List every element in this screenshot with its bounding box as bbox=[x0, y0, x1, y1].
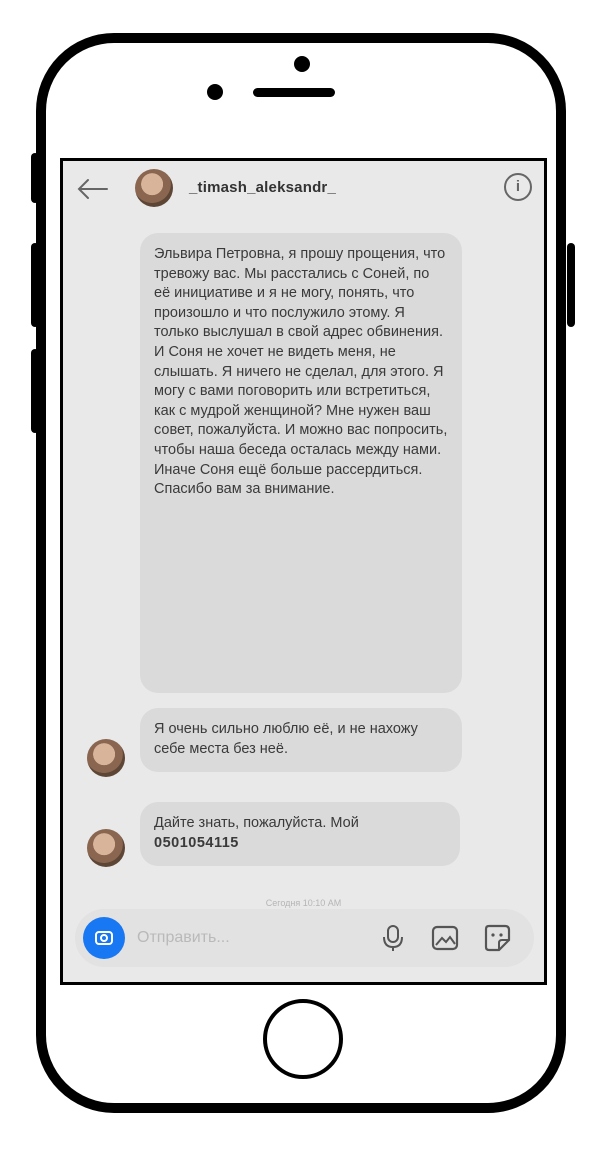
message-bubble bbox=[140, 233, 462, 693]
side-button-volume-up bbox=[31, 243, 39, 327]
chat-screen bbox=[60, 158, 547, 985]
message-text: Дайте знать, пожалуйста. Мой bbox=[154, 815, 359, 831]
camera-lens bbox=[100, 934, 108, 942]
front-camera-dot bbox=[294, 56, 310, 72]
message-text: Я очень сильно люблю её, и не нахожу себе места без неё. bbox=[154, 721, 418, 757]
message-bubble bbox=[140, 802, 460, 866]
sticker-icon[interactable] bbox=[482, 923, 512, 953]
sender-avatar bbox=[87, 739, 125, 777]
home-button[interactable] bbox=[263, 999, 343, 1079]
message-input[interactable] bbox=[137, 925, 357, 951]
chat-header bbox=[63, 161, 544, 219]
arrow-left-icon[interactable] bbox=[75, 175, 109, 203]
info-icon-glyph: i bbox=[515, 178, 521, 195]
contact-avatar[interactable] bbox=[135, 169, 173, 207]
image-gallery-icon[interactable] bbox=[430, 923, 460, 953]
sensor-dot bbox=[207, 84, 223, 100]
earpiece-speaker bbox=[253, 88, 335, 97]
sender-avatar bbox=[87, 829, 125, 867]
side-button-mute bbox=[31, 153, 39, 203]
side-button-volume-down bbox=[31, 349, 39, 433]
contact-username[interactable]: _timash_aleksandr_ bbox=[189, 179, 337, 196]
message-text: Эльвира Петровна, я прошу прощения, что тревожу вас. Мы расстались с Соней, по её инициативе и я не могу, понять, что произошло и что послужило этому. Я только выслушал в свой адрес обвинения. И Соня не хочет не видеть меня, не слышать. Я ничего не сделал, для этого. Я могу с вами поговорить или встретиться, как с мудрой женщиной? Мне нужен ваш совет, пожалуйста. И можно вас попросить, чтобы наша беседа осталась между нами. Иначе Соня ещё больше рассердиться. Спасибо вам за внимание. bbox=[154, 246, 448, 498]
phone-number: 0501054115 bbox=[154, 834, 239, 851]
message-timestamp: Сегодня 10:10 AM bbox=[265, 898, 342, 908]
message-composer bbox=[75, 909, 534, 967]
message-bubble bbox=[140, 708, 462, 772]
side-button-power bbox=[567, 243, 575, 327]
microphone-icon[interactable] bbox=[378, 923, 408, 953]
camera-icon[interactable] bbox=[83, 917, 125, 959]
info-icon[interactable] bbox=[504, 173, 532, 201]
